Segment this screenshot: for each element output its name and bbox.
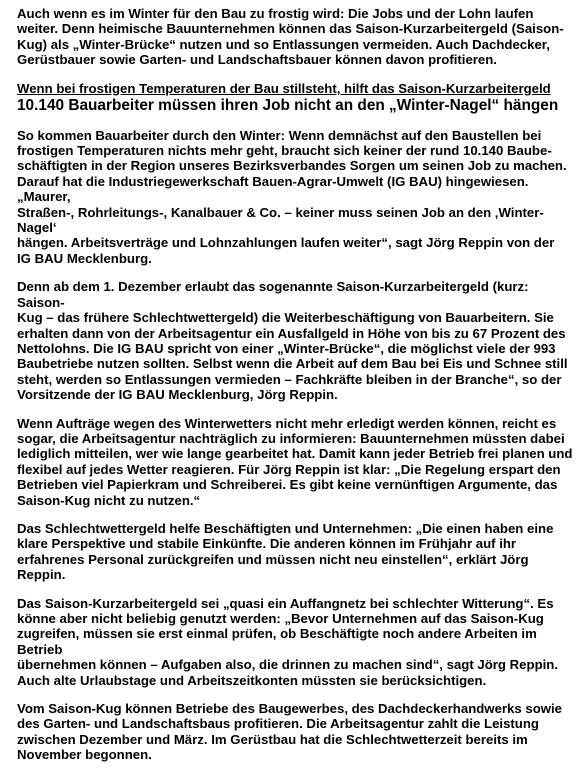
subheadline: Wenn bei frostigen Temperaturen der Bau stillsteht, hilft das Saison-Kurzarbeitergeld <box>17 80 551 96</box>
press-release <box>17 6 577 776</box>
body-paragraph-1: So kommen Bauarbeiter durch den Winter: Wenn demnächst auf den Baustellen bei frostigen Temperaturen nichts mehr geht, braucht sich keiner der rund 10.140 Baube- schäftigten in der Region unseres Bezirksverbandes Sorgen um seinen Job zu machen. Darauf hat die Industriegewerkschaft Bauen-Agrar-Umwelt (IG BAU) hingewiesen. „Maurer, Straßen-, Rohrleitungs-, Kanalbauer & Co. – keiner muss seinen Job an den ‚Winter-Nagel‘ hängen. Arbeitsverträge und Lohnzahlungen laufen weiter“, sagt Jörg Reppin von der IG BAU Mecklenburg. <box>17 127 567 266</box>
body-paragraph-6: Vom Saison-Kug können Betriebe des Baugewerbes, des Dachdeckerhandwerks sowie des Garten- und Landschaftsbaus profitieren. Die Arbeitsagentur zahlt die Leistung zwischen Dezember und März. Im Gerüstbau hat die Schlechtwetterzeit bereits im November begonnen. <box>17 701 563 763</box>
intro-paragraph: Auch wenn es im Winter für den Bau zu frostig wird: Die Jobs und der Lohn laufen weiter. Denn heimische Bauunternehmen können das Saison-Kurzarbeitergeld (Saison- Kug) als „Winter-Brücke“ nutzen und so Entlassungen vermeiden. Auch Dachdecker, Gerüstbauer sowie Garten- und Landschaftsbauer können davon profitieren. <box>17 6 564 68</box>
body-paragraph-2: Denn ab dem 1. Dezember erlaubt das sogenannte Saison-Kurzarbeitergeld (kurz: Saison- Kug – das frühere Schlechtwettergeld) die Weiterbeschäftigung von Bauarbeitern. Sie erhalten dann von der Arbeitsagentur ein Ausfallgeld in Höhe von bis zu 67 Prozent des Nettolohns. Die IG BAU spricht von einer „Winter-Brücke“, die möglichst viele der 993 Baubetriebe nutzen sollten. Selbst wenn die Arbeit auf dem Bau bei Eis und Schnee still steht, werden so Entlassungen vermieden – Fachkräfte bleiben in der Branche“, so der Vorsitzende der IG BAU Mecklenburg, Jörg Reppin. <box>17 279 568 403</box>
body-paragraph-3: Wenn Aufträge wegen des Winterwetters nicht mehr erledigt werden können, reicht es sogar, die Arbeitsagentur nachträglich zu informieren: Bauunternehmen müssten dabei lediglich mitteilen, wer wie lange gearbeitet hat. Damit kann jeder Betrieb frei planen und flexibel auf jedes Wetter reagieren. Für Jörg Reppin ist klar: „Die Regelung erspart den Betrieben viel Papierkram und Schreiberei. Es gibt keine vernünftigen Argumente, das Saison-Kug nicht zu nutzen.“ <box>17 415 573 508</box>
body-paragraph-5: Das Saison-Kurzarbeitergeld sei „quasi ein Auffangnetz bei schlechter Witterung“. Es könne aber nicht beliebig genutzt werden: „Bevor Unternehmen auf das Saison-Kug zugreifen, müssen sie erst einmal prüfen, ob Beschäftigte noch andere Arbeiten im Betrieb übernehmen können – Aufgaben also, die drinnen zu machen sind“, sagt Jörg Reppin. Auch alte Urlaubstage und Arbeitszeitkonten müssten sie berücksichtigen. <box>17 595 559 688</box>
body-paragraph-4: Das Schlechtwettergeld helfe Beschäftigten und Unternehmen: „Die einen haben eine klare Perspektive und stabile Einkünfte. Die anderen können im Frühjahr auf ihr erfahrenes Personal zurückgreifen und müssen nicht neu einstellen“, erklärt Jörg Reppin. <box>17 520 554 583</box>
headline: 10.140 Bauarbeiter müssen ihren Job nicht an den „Winter-Nagel“ hängen <box>17 96 559 114</box>
